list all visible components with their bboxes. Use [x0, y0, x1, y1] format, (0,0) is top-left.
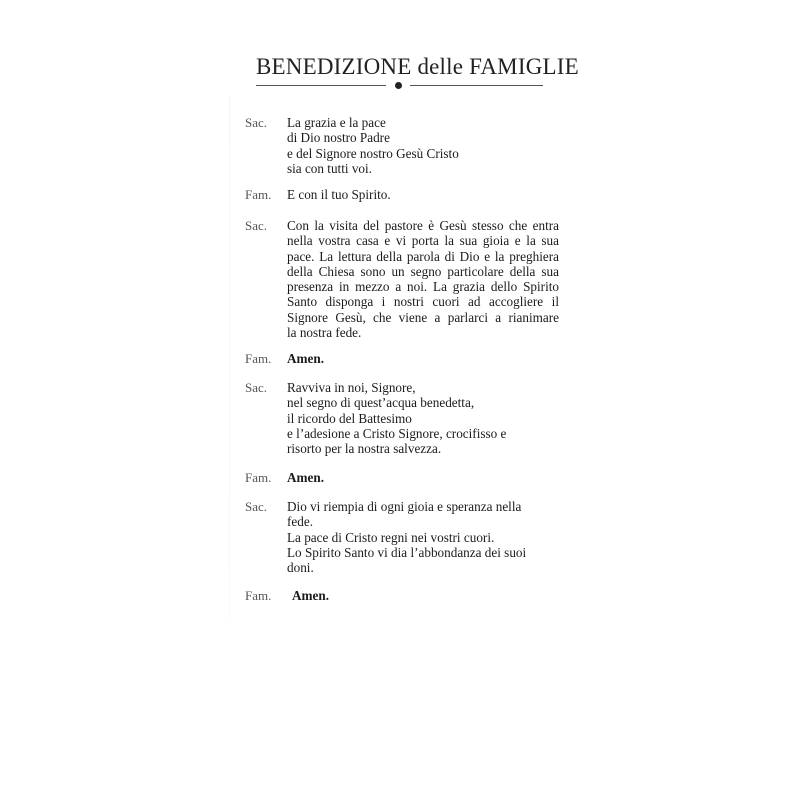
response-text	[292, 588, 564, 603]
text-line: Ravviva in noi, Signore,	[287, 380, 416, 395]
text-line: il ricordo del Battesimo	[287, 410, 412, 426]
speaker-label: Sac.	[245, 380, 268, 395]
text-line: nel segno di quest’acqua benedetta,	[287, 395, 475, 411]
text-line: La pace di Cristo regni nei vostri cuori.	[287, 529, 495, 545]
response-text	[287, 470, 559, 485]
text-line: la nostra fede.	[287, 325, 362, 341]
text-line: della Chiesa sono un segno particolare della sua	[287, 263, 559, 279]
text-line: e l’adesione a Cristo Signore, crocifisso e	[287, 425, 507, 441]
speaker-label: Sac.	[245, 115, 268, 130]
text-line: Santo disponga i nostri cuori ad accogliere il	[287, 294, 559, 310]
prayer-text	[287, 115, 559, 176]
text-line: fede.	[287, 514, 313, 530]
text-line: e del Signore nostro Gesù Cristo	[287, 145, 459, 161]
text-line: nella vostra casa e vi porta la sua gioia e la sua	[287, 233, 559, 249]
text-line: Amen.	[292, 588, 329, 603]
text-line: Dio vi riempia di ogni gioia e speranza nella	[287, 499, 522, 514]
title-rule-right	[410, 85, 543, 86]
text-line: pace. La lettura della parola di Dio e la preghiera	[287, 248, 559, 264]
speaker-label: Sac.	[245, 218, 268, 233]
text-line: risorto per la nostra salvezza.	[287, 441, 442, 457]
text-line: doni.	[287, 560, 314, 576]
response-text	[287, 351, 559, 366]
speaker-label: Fam.	[245, 470, 272, 485]
title-rule-left	[256, 85, 386, 86]
prayer-text	[287, 218, 559, 340]
text-line: Amen.	[287, 351, 324, 366]
response-text	[287, 187, 559, 202]
speaker-label: Fam.	[245, 187, 272, 202]
text-line: sia con tutti voi.	[287, 160, 372, 176]
speaker-label: Fam.	[245, 588, 272, 603]
text-line: Con la visita del pastore è Gesù stesso che entra	[287, 218, 559, 233]
page-title: BENEDIZIONE delle FAMIGLIE	[256, 54, 579, 79]
speaker-label: Sac.	[245, 499, 268, 514]
prayer-text	[287, 499, 559, 575]
text-line: E con il tuo Spirito.	[287, 187, 391, 202]
text-line: Lo Spirito Santo vi dia l’abbondanza dei suoi	[287, 544, 527, 560]
text-line: presenza in mezzo a noi. La grazia dello Spirito	[287, 279, 559, 295]
prayer-text	[287, 380, 559, 456]
title-ornament-dot	[395, 82, 402, 89]
text-line: La grazia e la pace	[287, 115, 386, 130]
text-line: di Dio nostro Padre	[287, 130, 390, 146]
text-line: Amen.	[287, 470, 324, 485]
page-edge-shadow	[229, 95, 230, 620]
speaker-label: Fam.	[245, 351, 272, 366]
text-line: Signore Gesù, che viene a parlarci a rianimare	[287, 309, 559, 325]
